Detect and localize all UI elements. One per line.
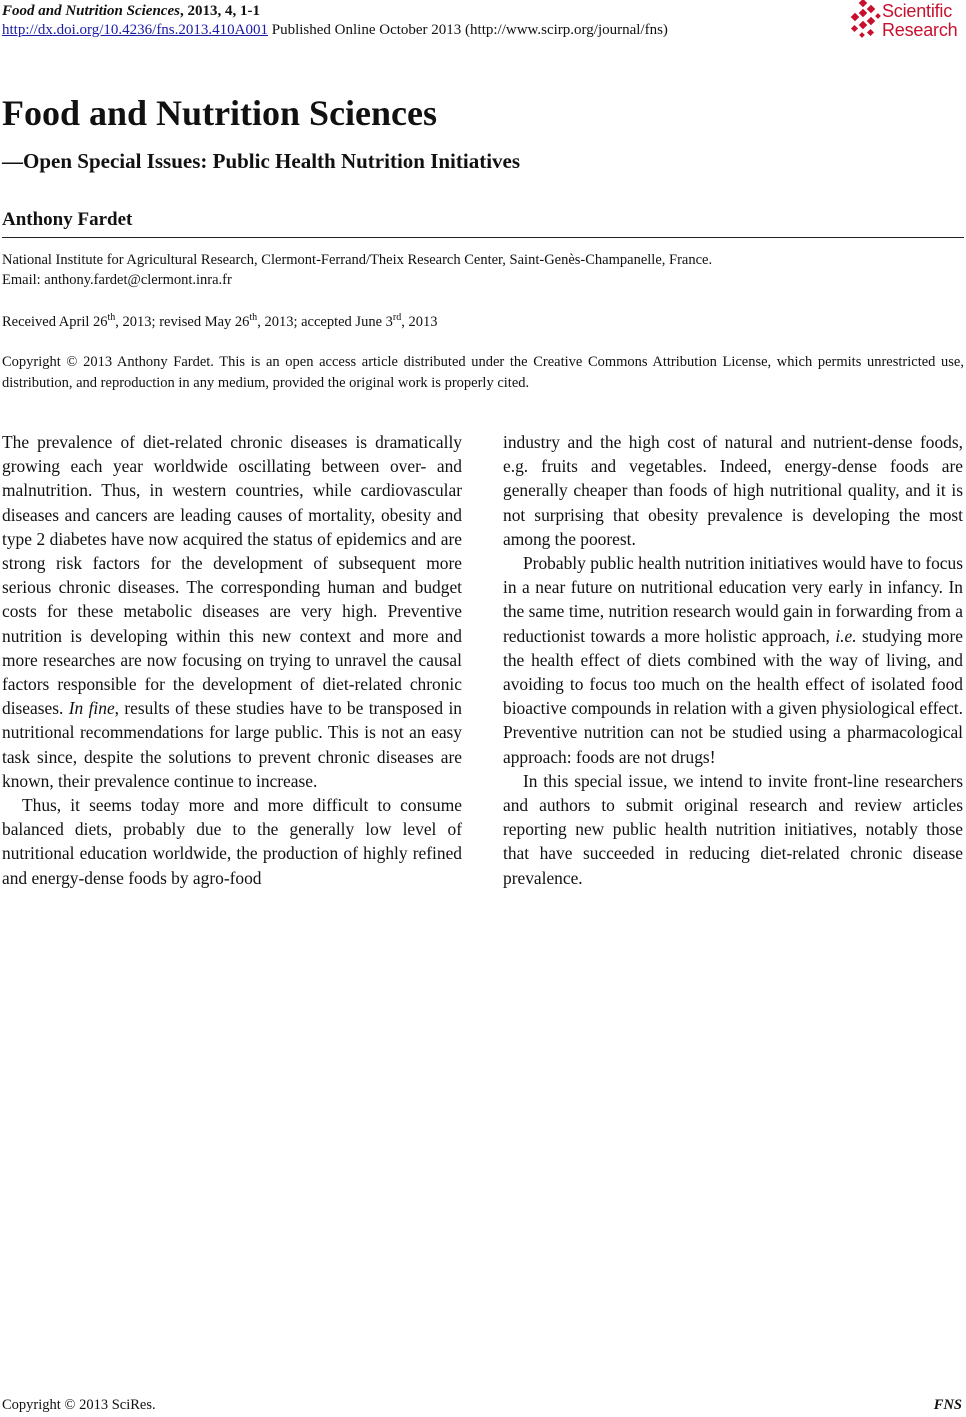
paragraph-1: The prevalence of diet-related chronic diseases is dramatically growing each year worldwide oscillating between over- and malnutrition. Thus, in western countries, while cardiovascular diseases and cancers are leading causes of mortality, obesity and type 2 diabetes have now acquired the status of epidemics and are strong risk factors for the development of subsequent more serious chronic diseases. The corresponding human and budget costs for these metabolic diseases are very high. Preventive nutrition is developing within this new context and more and more researches are now focusing on trying to unravel the causal factors responsible for the development of diet-related chronic diseases. In fine, results of these studies have to be transposed in nutritional recommendations for large public. This is not an easy task since, despite the solutions to prevent chronic diseases are known, their prevalence continue to increase.: [2, 432, 462, 791]
scientific-research-logo: [846, 0, 966, 44]
paragraph-4: In this special issue, we intend to invite front-line researchers and authors to submit original research and review articles reporting new public health nutrition initiatives, notably those that have succeeded in reducing diet-related chronic disease prevalence.: [503, 770, 963, 888]
body-column-left: [2, 430, 462, 890]
doi-link[interactable]: http://dx.doi.org/10.4236/fns.2013.410A001: [2, 22, 268, 38]
article-title: Food and Nutrition Sciences: [2, 93, 438, 133]
affiliation: National Institute for Agricultural Research, Clermont-Ferrand/Theix Research Center, Saint-Genès-Champanelle, France.: [2, 252, 713, 268]
header-rule: [2, 237, 964, 238]
body-column-right: [503, 430, 963, 890]
author-name: Anthony Fardet: [2, 209, 133, 230]
footer-copyright: Copyright © 2013 SciRes.: [2, 1397, 156, 1413]
logo-line1: Scientific: [882, 1, 953, 21]
paragraph-2-continued: industry and the high cost of natural and nutrient-dense foods, e.g. fruits and vegetables. Indeed, energy-dense foods are generally cheaper than foods of high nutritional quality, and it is not surprising that obesity prevalence is developing the most among the poorest.: [503, 432, 963, 549]
footer-journal-abbrev: FNS: [933, 1397, 962, 1413]
running-header-doi: [2, 21, 668, 39]
copyright-notice: Copyright © 2013 Anthony Fardet. This is an open access article distributed under the Creative Commons Attribution License, which permits unrestricted use, distribution, and reproduction in any medium, provided the original work is properly cited.: [2, 354, 964, 391]
paragraph-2: Thus, it seems today more and more difficult to consume balanced diets, probably due to the generally low level of nutritional education worldwide, the production of highly refined and energy-dense foods by agro-food: [2, 795, 462, 888]
running-header-journal: [2, 2, 260, 20]
logo-line2: Research: [882, 20, 958, 40]
email: Email: anthony.fardet@clermont.inra.fr: [2, 272, 232, 288]
journal-name: Food and Nutrition Sciences: [2, 3, 180, 19]
diamond-cluster-icon: [846, 0, 886, 44]
logo-text: [882, 2, 957, 40]
paragraph-3: Probably public health nutrition initiatives would have to focus in a near future on nutritional education very early in infancy. In the same time, nutrition research would gain in forwarding from a reductionist towards a more holistic approach, i.e. studying more the health effect of diets combined with the way of living, and avoiding to focus too much on the health effect of isolated food bioactive compounds in relation with a given physiological effect. Preventive nutrition can not be studied using a pharmacological approach: foods are not drugs!: [503, 553, 964, 767]
received-dates: Received April 26th, 2013; revised May 26th, 2013; accepted June 3rd, 2013: [2, 312, 438, 330]
article-subtitle: —Open Special Issues: Public Health Nutrition Initiatives: [2, 149, 521, 173]
published-text: Published Online October 2013 (http://www.scirp.org/journal/fns): [267, 22, 668, 38]
volume-info: , 2013, 4, 1-1: [179, 3, 260, 19]
